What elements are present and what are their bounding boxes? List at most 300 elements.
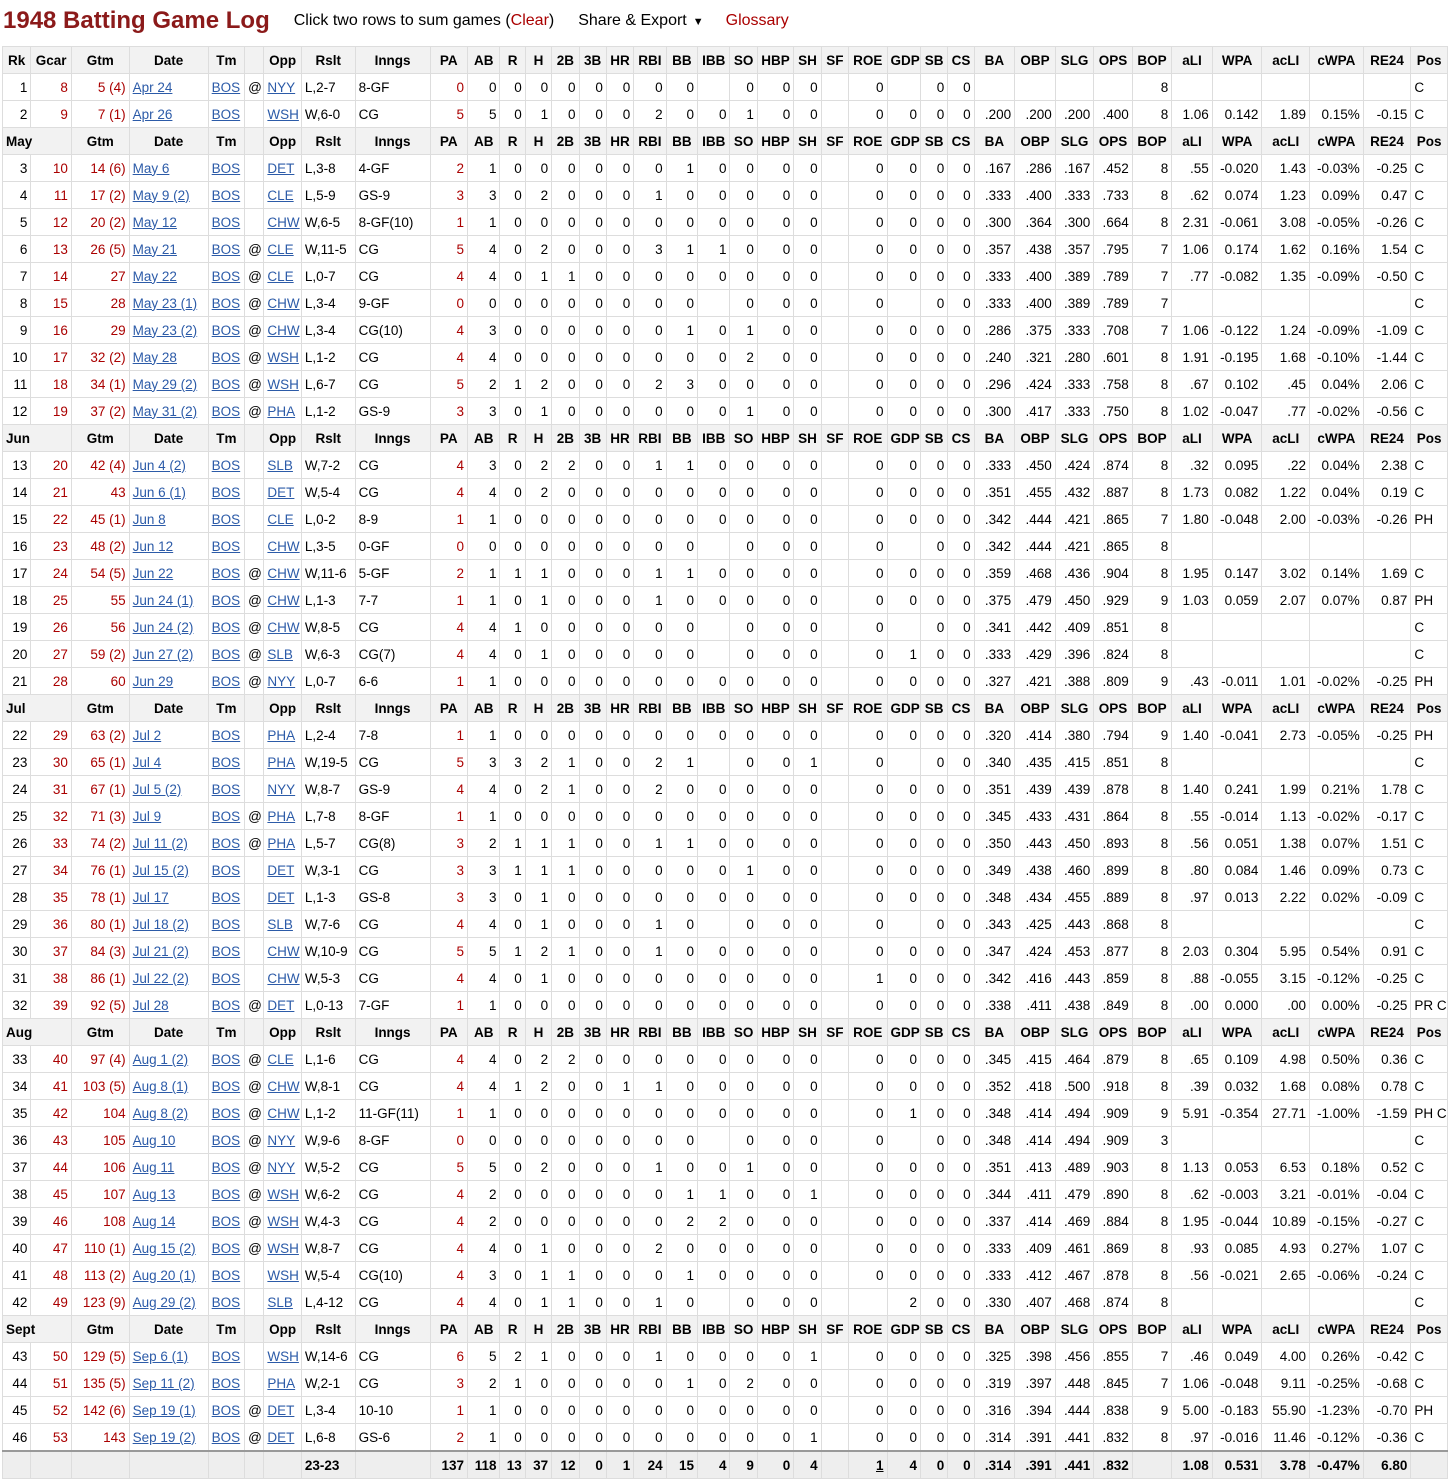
column-header-pa[interactable]: PA xyxy=(430,128,467,155)
game-row[interactable] xyxy=(3,479,1448,506)
opponent-link[interactable]: CHW xyxy=(267,970,300,986)
team-link[interactable]: BOS xyxy=(211,1294,241,1310)
game-row[interactable] xyxy=(3,398,1448,425)
column-header-sh[interactable]: SH xyxy=(794,425,821,452)
game-row[interactable] xyxy=(3,1424,1448,1452)
column-header-r[interactable]: R xyxy=(500,47,525,74)
team-link[interactable]: BOS xyxy=(211,1267,241,1283)
opponent-link[interactable]: SLB xyxy=(267,916,293,932)
game-row[interactable] xyxy=(3,1100,1448,1127)
opponent-link[interactable]: CLE xyxy=(267,511,294,527)
game-row[interactable] xyxy=(3,209,1448,236)
column-header-tm[interactable]: Tm xyxy=(208,47,244,74)
column-header-hbp[interactable]: HBP xyxy=(757,47,793,74)
game-row[interactable] xyxy=(3,614,1448,641)
column-header-h[interactable]: H xyxy=(525,425,551,452)
column-header-inngs[interactable]: Inngs xyxy=(355,128,430,155)
team-link[interactable]: BOS xyxy=(211,1213,241,1229)
column-header-ibb[interactable]: IBB xyxy=(698,128,730,155)
column-header-date[interactable]: Date xyxy=(129,425,208,452)
team-link[interactable]: BOS xyxy=(211,835,241,851)
column-header-pos[interactable]: Pos xyxy=(1411,1316,1448,1343)
game-date-link[interactable]: Aug 8 (2) xyxy=(132,1105,189,1121)
opponent-link[interactable]: CHW xyxy=(267,214,300,230)
column-header-acli[interactable]: acLI xyxy=(1262,128,1310,155)
column-header-gcar[interactable]: Gcar xyxy=(31,47,72,74)
column-header-h[interactable]: H xyxy=(525,695,551,722)
column-header-3b[interactable]: 3B xyxy=(579,1019,606,1046)
share-export-menu[interactable]: Share & Export ▼ xyxy=(578,12,704,29)
column-header-cwpa[interactable]: cWPA xyxy=(1310,128,1364,155)
column-header-ops[interactable]: OPS xyxy=(1094,425,1133,452)
column-header-3b[interactable]: 3B xyxy=(579,128,606,155)
column-header-hbp[interactable]: HBP xyxy=(757,695,793,722)
game-date-link[interactable]: Jun 27 (2) xyxy=(132,646,194,662)
game-row[interactable] xyxy=(3,452,1448,479)
column-header-h[interactable]: H xyxy=(525,47,551,74)
column-header-wpa[interactable]: WPA xyxy=(1212,695,1262,722)
column-header-cwpa[interactable]: cWPA xyxy=(1310,425,1364,452)
column-header-sf[interactable]: SF xyxy=(821,1019,848,1046)
game-row[interactable] xyxy=(3,560,1448,587)
opponent-link[interactable]: WSH xyxy=(267,106,299,122)
column-header-h[interactable]: H xyxy=(525,1316,551,1343)
column-header-ibb[interactable]: IBB xyxy=(698,695,730,722)
opponent-link[interactable]: PHA xyxy=(267,1375,296,1391)
column-header-ba[interactable]: BA xyxy=(974,47,1015,74)
team-link[interactable]: BOS xyxy=(211,511,241,527)
opponent-link[interactable]: CHW xyxy=(267,565,300,581)
column-header-rslt[interactable]: Rslt xyxy=(301,47,355,74)
opponent-link[interactable]: DET xyxy=(267,484,295,500)
game-row[interactable] xyxy=(3,236,1448,263)
column-header-ops[interactable]: OPS xyxy=(1094,1316,1133,1343)
column-header-ali[interactable]: aLI xyxy=(1172,425,1213,452)
column-header-gtm[interactable]: Gtm xyxy=(71,425,129,452)
column-header-hr[interactable]: HR xyxy=(606,47,633,74)
column-header-roe[interactable]: ROE xyxy=(849,695,888,722)
game-date-link[interactable]: Aug 1 (2) xyxy=(132,1051,189,1067)
game-row[interactable] xyxy=(3,155,1448,182)
column-header-acli[interactable]: acLI xyxy=(1262,1019,1310,1046)
column-header-gtm[interactable]: Gtm xyxy=(71,1019,129,1046)
column-header-date[interactable]: Date xyxy=(129,1019,208,1046)
team-link[interactable]: BOS xyxy=(211,295,241,311)
column-header-tm[interactable]: Tm xyxy=(208,128,244,155)
column-header-pa[interactable]: PA xyxy=(430,695,467,722)
column-header-cs[interactable]: CS xyxy=(948,128,974,155)
game-row[interactable] xyxy=(3,641,1448,668)
column-header-obp[interactable]: OBP xyxy=(1015,425,1056,452)
column-header-hr[interactable]: HR xyxy=(606,1316,633,1343)
column-header-2b[interactable]: 2B xyxy=(552,1019,579,1046)
column-header-3b[interactable]: 3B xyxy=(579,425,606,452)
team-link[interactable]: BOS xyxy=(211,106,241,122)
game-date-link[interactable]: Aug 29 (2) xyxy=(132,1294,196,1310)
column-header-pos[interactable]: Pos xyxy=(1411,1019,1448,1046)
game-row[interactable] xyxy=(3,884,1448,911)
game-date-link[interactable]: Jun 6 (1) xyxy=(132,484,186,500)
column-header-rk[interactable]: Rk xyxy=(3,47,31,74)
game-date-link[interactable]: Aug 10 xyxy=(132,1132,176,1148)
column-header-tm[interactable]: Tm xyxy=(208,1019,244,1046)
column-header-roe[interactable]: ROE xyxy=(849,1019,888,1046)
opponent-link[interactable]: WSH xyxy=(267,349,299,365)
column-header-r[interactable]: R xyxy=(500,128,525,155)
game-date-link[interactable]: Sep 6 (1) xyxy=(132,1348,189,1364)
game-row[interactable] xyxy=(3,1208,1448,1235)
column-header-rslt[interactable]: Rslt xyxy=(301,695,355,722)
month-label[interactable]: Jun xyxy=(3,425,72,452)
game-date-link[interactable]: Jul 21 (2) xyxy=(132,943,189,959)
column-header-ba[interactable]: BA xyxy=(974,425,1015,452)
column-header-sh[interactable]: SH xyxy=(794,695,821,722)
column-header-cwpa[interactable]: cWPA xyxy=(1310,695,1364,722)
game-date-link[interactable]: Sep 19 (1) xyxy=(132,1402,196,1418)
game-date-link[interactable]: Aug 14 xyxy=(132,1213,176,1229)
column-header-2b[interactable]: 2B xyxy=(552,695,579,722)
month-label[interactable]: Jul xyxy=(3,695,72,722)
game-date-link[interactable]: Jun 22 xyxy=(132,565,174,581)
opponent-link[interactable]: CLE xyxy=(267,187,294,203)
column-header-roe[interactable]: ROE xyxy=(849,47,888,74)
game-date-link[interactable]: Jul 28 xyxy=(132,997,169,1013)
column-header-2b[interactable]: 2B xyxy=(552,1316,579,1343)
column-header-pa[interactable]: PA xyxy=(430,425,467,452)
column-header-hr[interactable]: HR xyxy=(606,128,633,155)
game-row[interactable] xyxy=(3,1127,1448,1154)
team-link[interactable]: BOS xyxy=(211,943,241,959)
opponent-link[interactable]: PHA xyxy=(267,835,296,851)
column-header-sh[interactable]: SH xyxy=(794,1316,821,1343)
team-link[interactable]: BOS xyxy=(211,1402,241,1418)
opponent-link[interactable]: WSH xyxy=(267,1186,299,1202)
column-header-re24[interactable]: RE24 xyxy=(1363,425,1411,452)
column-header-rbi[interactable]: RBI xyxy=(634,1019,666,1046)
opponent-link[interactable]: CHW xyxy=(267,1078,300,1094)
column-header-hr[interactable]: HR xyxy=(606,695,633,722)
column-header-obp[interactable]: OBP xyxy=(1015,1019,1056,1046)
column-header-tm[interactable]: Tm xyxy=(208,695,244,722)
column-header-wpa[interactable]: WPA xyxy=(1212,47,1262,74)
game-date-link[interactable]: Jun 24 (2) xyxy=(132,619,194,635)
column-header-2b[interactable]: 2B xyxy=(552,47,579,74)
column-header-bb[interactable]: BB xyxy=(666,128,697,155)
game-date-link[interactable]: May 21 xyxy=(132,241,177,257)
game-date-link[interactable]: Jul 15 (2) xyxy=(132,862,189,878)
game-row[interactable] xyxy=(3,74,1448,101)
column-header-ali[interactable]: aLI xyxy=(1172,47,1213,74)
column-header-hbp[interactable]: HBP xyxy=(757,128,793,155)
team-link[interactable]: BOS xyxy=(211,970,241,986)
opponent-link[interactable]: WSH xyxy=(267,1267,299,1283)
column-header-gdp[interactable]: GDP xyxy=(887,1019,920,1046)
game-date-link[interactable]: Jun 12 xyxy=(132,538,174,554)
team-link[interactable]: BOS xyxy=(211,1186,241,1202)
game-row[interactable] xyxy=(3,1397,1448,1424)
column-header-gtm[interactable]: Gtm xyxy=(71,47,129,74)
column-header-rbi[interactable]: RBI xyxy=(634,128,666,155)
game-date-link[interactable]: May 29 (2) xyxy=(132,376,198,392)
opponent-link[interactable]: CHW xyxy=(267,592,300,608)
opponent-link[interactable]: CHW xyxy=(267,322,300,338)
column-header-gtm[interactable]: Gtm xyxy=(71,1316,129,1343)
column-header-sf[interactable]: SF xyxy=(821,128,848,155)
game-row[interactable] xyxy=(3,776,1448,803)
month-label[interactable]: May xyxy=(3,128,72,155)
column-header-bop[interactable]: BOP xyxy=(1132,128,1172,155)
column-header-rslt[interactable]: Rslt xyxy=(301,425,355,452)
column-header-r[interactable]: R xyxy=(500,695,525,722)
column-header-cs[interactable]: CS xyxy=(948,695,974,722)
column-header-bop[interactable]: BOP xyxy=(1132,695,1172,722)
column-header-ops[interactable]: OPS xyxy=(1094,695,1133,722)
team-link[interactable]: BOS xyxy=(211,349,241,365)
opponent-link[interactable]: NYY xyxy=(267,1159,296,1175)
column-header-ops[interactable]: OPS xyxy=(1094,1019,1133,1046)
column-header-ops[interactable]: OPS xyxy=(1094,128,1133,155)
column-header-bb[interactable]: BB xyxy=(666,47,697,74)
game-date-link[interactable]: Aug 11 xyxy=(132,1159,175,1175)
column-header-so[interactable]: SO xyxy=(730,1316,757,1343)
game-row[interactable] xyxy=(3,344,1448,371)
opponent-link[interactable]: PHA xyxy=(267,808,296,824)
column-header-sb[interactable]: SB xyxy=(920,128,947,155)
column-header-opp[interactable]: Opp xyxy=(264,1316,301,1343)
column-header-opp[interactable]: Opp xyxy=(264,1019,301,1046)
column-header-hbp[interactable]: HBP xyxy=(757,1019,793,1046)
column-header-sh[interactable]: SH xyxy=(794,47,821,74)
column-header-blank[interactable] xyxy=(245,425,264,452)
column-header-pa[interactable]: PA xyxy=(430,47,467,74)
opponent-link[interactable]: DET xyxy=(267,160,295,176)
opponent-link[interactable]: SLB xyxy=(267,1294,293,1310)
column-header-acli[interactable]: acLI xyxy=(1262,47,1310,74)
opponent-link[interactable]: CLE xyxy=(267,241,294,257)
opponent-link[interactable]: PHA xyxy=(267,727,296,743)
column-header-pa[interactable]: PA xyxy=(430,1019,467,1046)
column-header-roe[interactable]: ROE xyxy=(849,128,888,155)
column-header-pos[interactable]: Pos xyxy=(1411,47,1448,74)
column-header-pos[interactable]: Pos xyxy=(1411,695,1448,722)
column-header-ibb[interactable]: IBB xyxy=(698,425,730,452)
column-header-rbi[interactable]: RBI xyxy=(634,1316,666,1343)
team-link[interactable]: BOS xyxy=(211,1429,241,1445)
column-header-obp[interactable]: OBP xyxy=(1015,1316,1056,1343)
opponent-link[interactable]: CHW xyxy=(267,619,300,635)
column-header-bb[interactable]: BB xyxy=(666,695,697,722)
team-link[interactable]: BOS xyxy=(211,889,241,905)
column-header-pa[interactable]: PA xyxy=(430,1316,467,1343)
opponent-link[interactable]: PHA xyxy=(267,754,296,770)
game-date-link[interactable]: Jul 9 xyxy=(132,808,162,824)
game-row[interactable] xyxy=(3,722,1448,749)
column-header-blank[interactable] xyxy=(245,47,264,74)
column-header-ab[interactable]: AB xyxy=(468,1019,500,1046)
column-header-bop[interactable]: BOP xyxy=(1132,1019,1172,1046)
opponent-link[interactable]: WSH xyxy=(267,376,299,392)
column-header-rbi[interactable]: RBI xyxy=(634,695,666,722)
column-header-so[interactable]: SO xyxy=(730,47,757,74)
column-header-rbi[interactable]: RBI xyxy=(634,47,666,74)
clear-button[interactable]: Clear xyxy=(510,12,549,29)
column-header-ba[interactable]: BA xyxy=(974,128,1015,155)
column-header-r[interactable]: R xyxy=(500,1316,525,1343)
column-header-ab[interactable]: AB xyxy=(468,695,500,722)
game-row[interactable] xyxy=(3,1289,1448,1316)
game-date-link[interactable]: Aug 15 (2) xyxy=(132,1240,196,1256)
column-header-ibb[interactable]: IBB xyxy=(698,47,730,74)
game-date-link[interactable]: Apr 26 xyxy=(132,106,173,122)
team-link[interactable]: BOS xyxy=(211,754,241,770)
column-header-sh[interactable]: SH xyxy=(794,128,821,155)
game-row[interactable] xyxy=(3,1046,1448,1073)
column-header-gtm[interactable]: Gtm xyxy=(71,695,129,722)
column-header-blank[interactable] xyxy=(245,695,264,722)
game-date-link[interactable]: May 28 xyxy=(132,349,177,365)
game-row[interactable] xyxy=(3,263,1448,290)
opponent-link[interactable]: NYY xyxy=(267,673,296,689)
column-header-gdp[interactable]: GDP xyxy=(887,425,920,452)
game-row[interactable] xyxy=(3,938,1448,965)
column-header-ibb[interactable]: IBB xyxy=(698,1316,730,1343)
game-row[interactable] xyxy=(3,1262,1448,1289)
column-header-slg[interactable]: SLG xyxy=(1055,1019,1094,1046)
game-row[interactable] xyxy=(3,182,1448,209)
column-header-blank[interactable] xyxy=(245,1316,264,1343)
opponent-link[interactable]: DET xyxy=(267,889,295,905)
game-row[interactable] xyxy=(3,506,1448,533)
column-header-date[interactable]: Date xyxy=(129,695,208,722)
column-header-date[interactable]: Date xyxy=(129,47,208,74)
column-header-pos[interactable]: Pos xyxy=(1411,425,1448,452)
column-header-rbi[interactable]: RBI xyxy=(634,425,666,452)
column-header-slg[interactable]: SLG xyxy=(1055,47,1094,74)
column-header-re24[interactable]: RE24 xyxy=(1363,1019,1411,1046)
opponent-link[interactable]: NYY xyxy=(267,781,296,797)
column-header-so[interactable]: SO xyxy=(730,695,757,722)
column-header-gdp[interactable]: GDP xyxy=(887,695,920,722)
team-link[interactable]: BOS xyxy=(211,1105,241,1121)
team-link[interactable]: BOS xyxy=(211,1348,241,1364)
team-link[interactable]: BOS xyxy=(211,457,241,473)
game-date-link[interactable]: Aug 20 (1) xyxy=(132,1267,196,1283)
game-date-link[interactable]: Aug 8 (1) xyxy=(132,1078,189,1094)
month-label[interactable]: Sept xyxy=(3,1316,72,1343)
team-link[interactable]: BOS xyxy=(211,1132,241,1148)
opponent-link[interactable]: CHW xyxy=(267,943,300,959)
game-row[interactable] xyxy=(3,1370,1448,1397)
opponent-link[interactable]: PHA xyxy=(267,403,296,419)
opponent-link[interactable]: NYY xyxy=(267,79,296,95)
opponent-link[interactable]: WSH xyxy=(267,1348,299,1364)
column-header-wpa[interactable]: WPA xyxy=(1212,425,1262,452)
column-header-2b[interactable]: 2B xyxy=(552,128,579,155)
column-header-acli[interactable]: acLI xyxy=(1262,425,1310,452)
column-header-3b[interactable]: 3B xyxy=(579,695,606,722)
game-row[interactable] xyxy=(3,1181,1448,1208)
column-header-re24[interactable]: RE24 xyxy=(1363,47,1411,74)
opponent-link[interactable]: NYY xyxy=(267,1132,296,1148)
team-link[interactable]: BOS xyxy=(211,376,241,392)
game-row[interactable] xyxy=(3,992,1448,1019)
column-header-opp[interactable]: Opp xyxy=(264,695,301,722)
column-header-wpa[interactable]: WPA xyxy=(1212,128,1262,155)
game-row[interactable] xyxy=(3,911,1448,938)
column-header-gdp[interactable]: GDP xyxy=(887,128,920,155)
game-date-link[interactable]: Apr 24 xyxy=(132,79,173,95)
column-header-bop[interactable]: BOP xyxy=(1132,425,1172,452)
game-date-link[interactable]: May 6 xyxy=(132,160,170,176)
column-header-tm[interactable]: Tm xyxy=(208,1316,244,1343)
column-header-cs[interactable]: CS xyxy=(948,1316,974,1343)
opponent-link[interactable]: CLE xyxy=(267,268,294,284)
column-header-cwpa[interactable]: cWPA xyxy=(1310,1316,1364,1343)
column-header-gdp[interactable]: GDP xyxy=(887,1316,920,1343)
team-link[interactable]: BOS xyxy=(211,997,241,1013)
opponent-link[interactable]: CHW xyxy=(267,538,300,554)
game-row[interactable] xyxy=(3,965,1448,992)
game-row[interactable] xyxy=(3,1073,1448,1100)
column-header-r[interactable]: R xyxy=(500,425,525,452)
team-link[interactable]: BOS xyxy=(211,1159,241,1175)
column-header-bb[interactable]: BB xyxy=(666,425,697,452)
team-link[interactable]: BOS xyxy=(211,1078,241,1094)
game-row[interactable] xyxy=(3,857,1448,884)
column-header-slg[interactable]: SLG xyxy=(1055,695,1094,722)
column-header-ba[interactable]: BA xyxy=(974,1316,1015,1343)
column-header-blank[interactable] xyxy=(245,1019,264,1046)
column-header-re24[interactable]: RE24 xyxy=(1363,695,1411,722)
column-header-acli[interactable]: acLI xyxy=(1262,1316,1310,1343)
column-header-wpa[interactable]: WPA xyxy=(1212,1316,1262,1343)
team-link[interactable]: BOS xyxy=(211,187,241,203)
column-header-ab[interactable]: AB xyxy=(468,425,500,452)
column-header-gtm[interactable]: Gtm xyxy=(71,128,129,155)
game-date-link[interactable]: Sep 19 (2) xyxy=(132,1429,196,1445)
opponent-link[interactable]: CHW xyxy=(267,1105,300,1121)
column-header-ali[interactable]: aLI xyxy=(1172,1316,1213,1343)
column-header-ali[interactable]: aLI xyxy=(1172,695,1213,722)
column-header-inngs[interactable]: Inngs xyxy=(355,425,430,452)
column-header-cs[interactable]: CS xyxy=(948,425,974,452)
column-header-sf[interactable]: SF xyxy=(821,47,848,74)
column-header-opp[interactable]: Opp xyxy=(264,425,301,452)
glossary-link[interactable]: Glossary xyxy=(725,12,789,29)
team-link[interactable]: BOS xyxy=(211,673,241,689)
column-header-obp[interactable]: OBP xyxy=(1015,128,1056,155)
column-header-re24[interactable]: RE24 xyxy=(1363,128,1411,155)
column-header-so[interactable]: SO xyxy=(730,1019,757,1046)
opponent-link[interactable]: WSH xyxy=(267,1240,299,1256)
column-header-h[interactable]: H xyxy=(525,1019,551,1046)
column-header-wpa[interactable]: WPA xyxy=(1212,1019,1262,1046)
opponent-link[interactable]: SLB xyxy=(267,646,293,662)
column-header-opp[interactable]: Opp xyxy=(264,47,301,74)
game-row[interactable] xyxy=(3,1154,1448,1181)
team-link[interactable]: BOS xyxy=(211,484,241,500)
column-header-r[interactable]: R xyxy=(500,1019,525,1046)
column-header-slg[interactable]: SLG xyxy=(1055,128,1094,155)
team-link[interactable]: BOS xyxy=(211,619,241,635)
column-header-cwpa[interactable]: cWPA xyxy=(1310,1019,1364,1046)
game-date-link[interactable]: Jun 4 (2) xyxy=(132,457,186,473)
game-date-link[interactable]: Jul 11 (2) xyxy=(132,835,188,851)
column-header-ab[interactable]: AB xyxy=(468,47,500,74)
team-link[interactable]: BOS xyxy=(211,565,241,581)
column-header-hbp[interactable]: HBP xyxy=(757,425,793,452)
team-link[interactable]: BOS xyxy=(211,322,241,338)
